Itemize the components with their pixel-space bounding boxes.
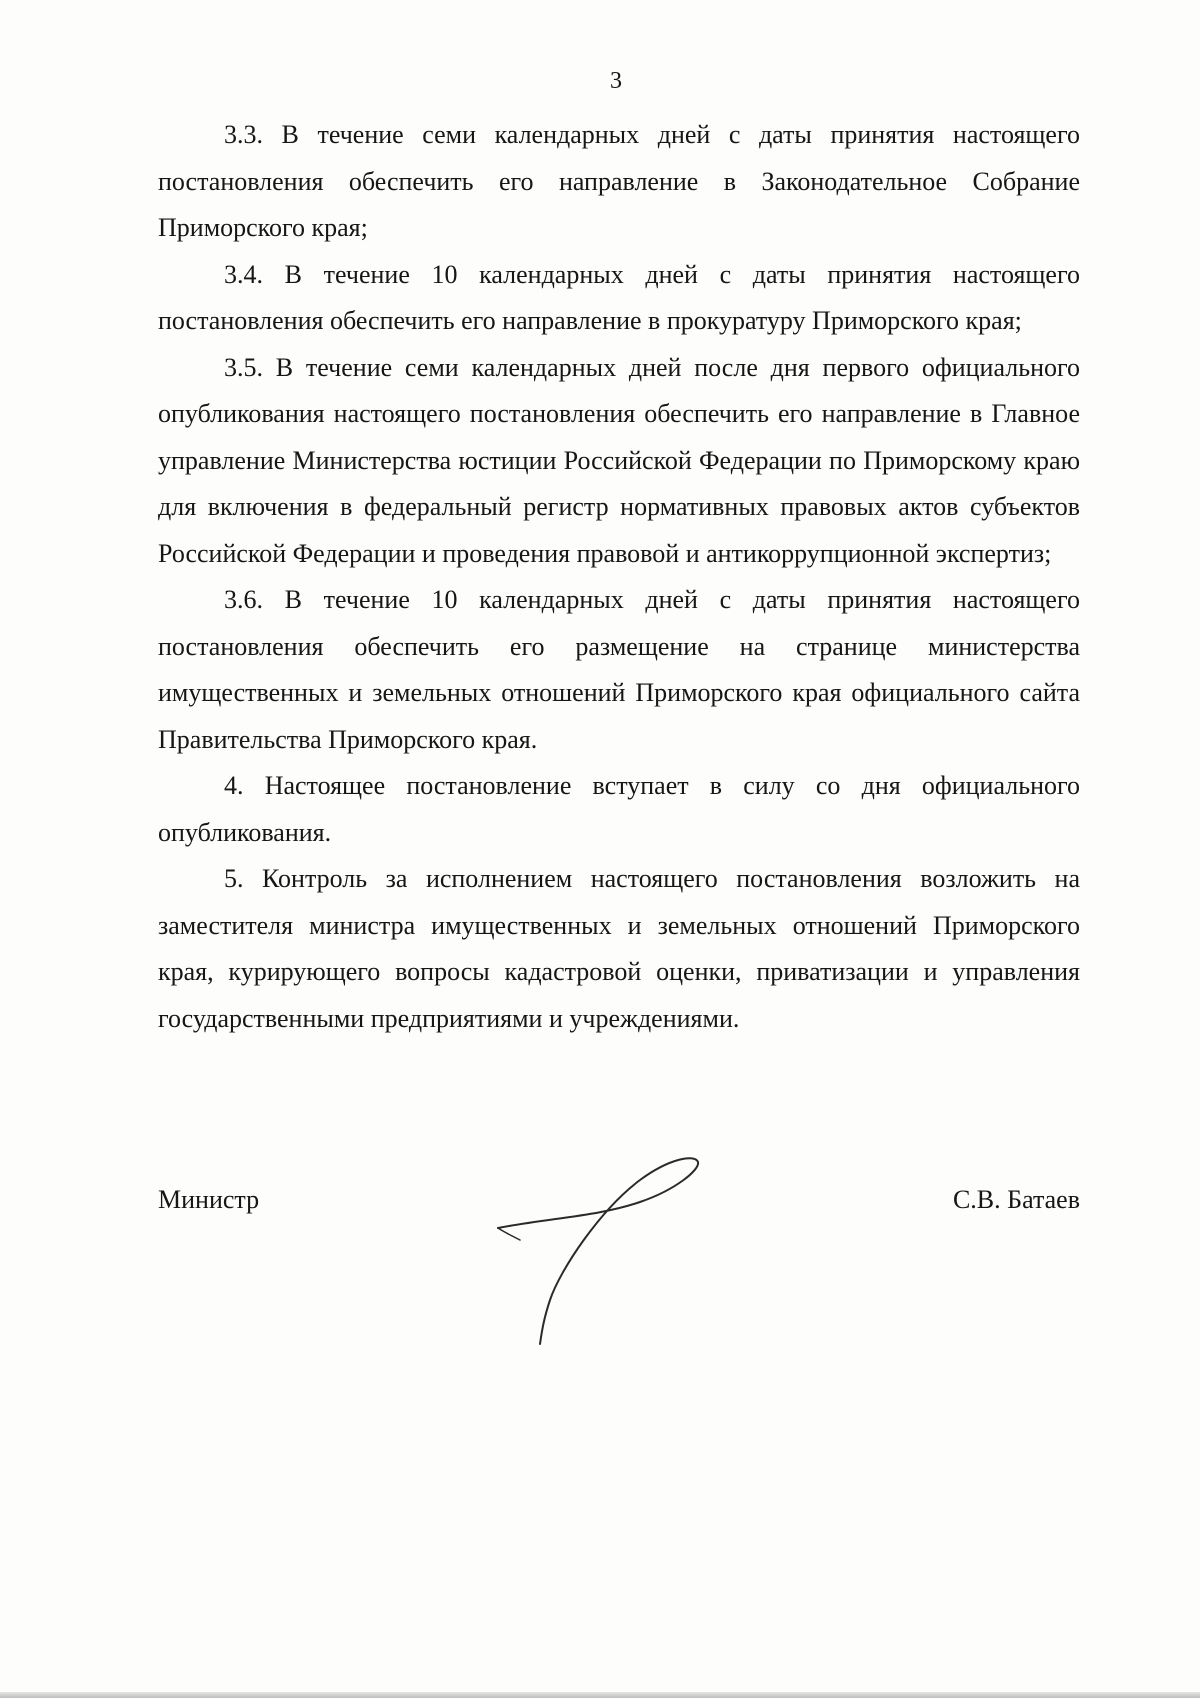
paragraph-3-6: 3.6. В течение 10 календарных дней с даты принятия настоящего постановления обеспечить его размещение на странице министерства имущественных и земельных отношений Приморского края официального сайта Правительства Приморского края.	[158, 585, 1080, 754]
paragraph-4: 4. Настоящее постановление вступает в силу со дня официального опубликования.	[158, 771, 1080, 847]
paragraph-5: 5. Контроль за исполнением настоящего постановления возложить на заместителя министра имущественных и земельных отношений Приморского края, курирующего вопросы кадастровой оценки, приватизации и управления государственными предприятиями и учреждениями.	[158, 864, 1080, 1033]
paragraph-3-3: 3.3. В течение семи календарных дней с даты принятия настоящего постановления обеспечить его направление в Законодательное Собрание Приморского края;	[158, 120, 1080, 242]
paragraph-3-4: 3.4. В течение 10 календарных дней с даты принятия настоящего постановления обеспечить его направление в прокуратуру Приморского края;	[158, 259, 1080, 335]
page-number: 3	[610, 68, 622, 94]
signatory-title: Министр	[158, 1185, 260, 1214]
paragraph-3-5: 3.5. В течение семи календарных дней после дня первого официального опубликования настоящего постановления обеспечить его направление в Главное управление Министерства юстиции Российской Федерации по Приморскому краю для включения в федеральный регистр нормативных правовых актов субъектов Российской Федерации и проведения правовой и антикоррупционной экспертиз;	[158, 352, 1080, 568]
handwritten-signature	[490, 1150, 720, 1350]
signatory-name: С.В. Батаев	[952, 1185, 1080, 1214]
document-body	[158, 112, 1080, 1042]
page-bottom-edge	[0, 1692, 1200, 1698]
